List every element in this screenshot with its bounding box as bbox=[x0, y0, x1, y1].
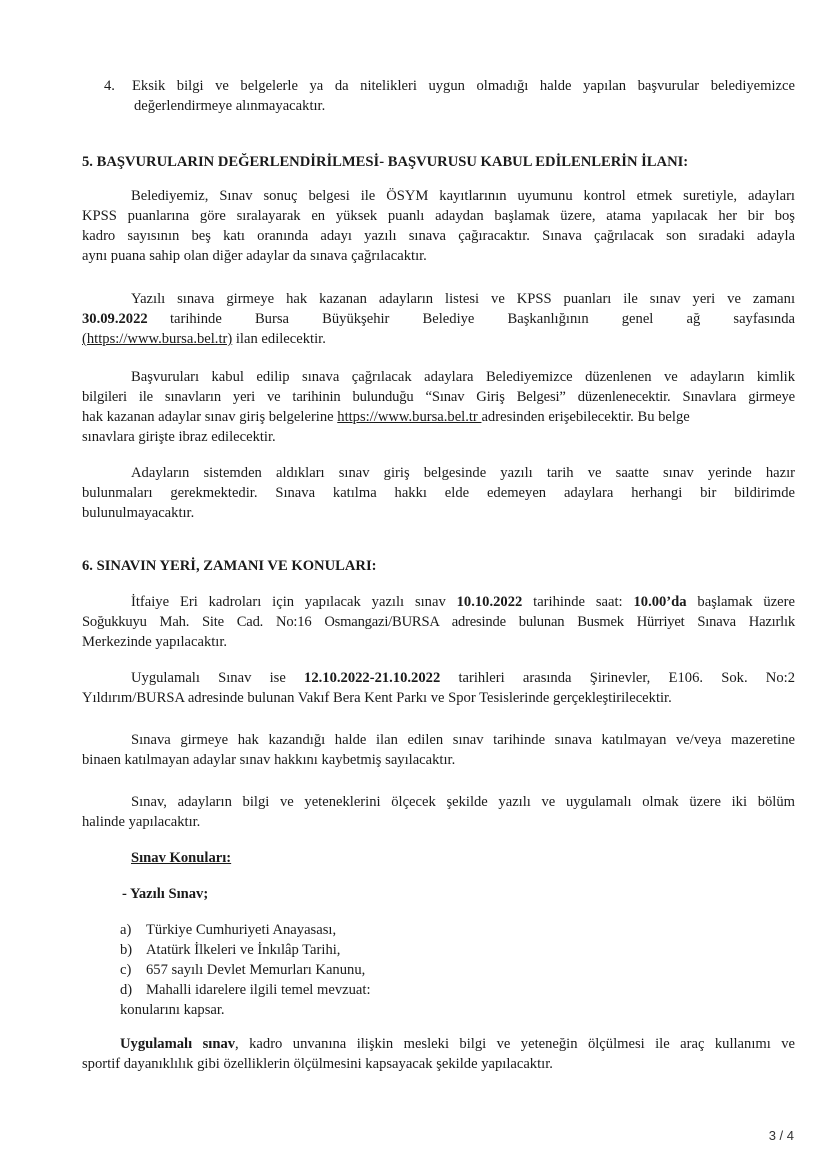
item-number: 4. bbox=[104, 78, 115, 94]
topics-footer: konularını kapsar. bbox=[120, 1002, 225, 1018]
section-5-paragraph-1: Belediyemiz, Sınav sonuç belgesi ile ÖSYM kayıtlarının uyumunu kontrol etmek suretiyle, adayları KPSS puanlarına göre sıralayarak en yüksek puanlı adaydan başlamak üzere, atama yapılacak her bir boş kadro sayısının beş katı oranında adayı yazılı sınava çağıracaktır. Sınava çağrılacak son sıradaki adayla aynı puana sahip olan diğer adaylar da sınava çağrılacaktır. bbox=[82, 188, 795, 264]
list-item: b) Atatürk İlkeleri ve İnkılâp Tarihi, bbox=[120, 942, 341, 958]
section-5-heading: 5. BAŞVURULARIN DEĞERLENDİRİLMESİ- BAŞVURUSU KABUL EDİLENLERİN İLANI: bbox=[82, 154, 689, 170]
page-number: 3 / 4 bbox=[768, 1128, 794, 1143]
list-item: c) 657 sayılı Devlet Memurları Kanunu, bbox=[120, 962, 366, 978]
exam-topics-title: Sınav Konuları: bbox=[131, 850, 232, 866]
practical-exam-dates: 12.10.2022-21.10.2022 bbox=[304, 670, 441, 686]
item-text-line2: değerlendirmeye alınmayacaktır. bbox=[134, 98, 326, 114]
written-exam-date: 10.10.2022 bbox=[456, 594, 523, 610]
website-link[interactable]: https://www.bursa.bel.tr bbox=[337, 409, 482, 425]
section-5-paragraph-4: Adayların sistemden aldıkları sınav giriş belgesinde yazılı tarih ve saatte sınav yerinde hazır bulunmaları gerekmektedir. Sınava katılma hakkı elde edemeyen adaylara herhangi bir bildirimde bulunulmayacaktır. bbox=[82, 465, 795, 521]
list-item: d) Mahalli idarelere ilgili temel mevzuat: bbox=[120, 982, 371, 998]
section-6-paragraph-3: Sınava girmeye hak kazandığı halde ilan edilen sınav tarihinde sınava katılmayan ve/veya mazeretine binaen katılmayan adaylar sınav hakkını kaybetmiş sayılacaktır. bbox=[82, 732, 795, 768]
website-link[interactable]: (https://www.bursa.bel.tr) bbox=[82, 331, 233, 347]
section-6-paragraph-2: Uygulamalı Sınav ise 12.10.2022-21.10.2022 tarihleri arasında Şirinevler, E106. Sok. No:2 Yıldırım/BURSA adresinde bulunan Vakıf Bera Kent Parkı ve Spor Tesislerinde gerçekleştirilecektir. bbox=[82, 670, 795, 706]
section-6-heading: 6. SINAVIN YERİ, ZAMANI VE KONULARI: bbox=[82, 558, 377, 574]
section-5-paragraph-3: Başvuruları kabul edilip sınava çağrılacak adaylara Belediyemizce düzenlenen ve adayların kimlik bilgileri ile sınavların yeri ve tarihinin bulunduğu “Sınav Giriş Belgesi” düzenlenecektir. Sınavlara girmeye hak kazanan adaylar sınav giriş belgelerine https://www.bursa.bel.tr adresinden erişebilecektir. Bu belge sınavlara girişte ibraz edilecektir. bbox=[82, 369, 795, 445]
announcement-date: 30.09.2022 bbox=[82, 311, 148, 327]
list-item-4 bbox=[82, 76, 795, 116]
item-text-line1: Eksik bilgi ve belgelerle ya da nitelikleri uygun olmadığı halde yapılan başvurular belediyemizce bbox=[132, 78, 795, 94]
section-6-paragraph-4: Sınav, adayların bilgi ve yeteneklerini ölçecek şekilde yazılı ve uygulamalı olmak üzere iki bölüm halinde yapılacaktır. bbox=[82, 794, 795, 830]
written-exam-time: 10.00’da bbox=[633, 594, 687, 610]
practical-exam-paragraph: Uygulamalı sınav, kadro unvanına ilişkin mesleki bilgi ve yeteneğin ölçülmesi ile araç kullanımı ve sportif dayanıklılık gibi özelliklerin ölçülmesini kapsayacak şekilde yapılacaktır. bbox=[82, 1036, 795, 1072]
section-5-paragraph-2: Yazılı sınava girmeye hak kazanan adayların listesi ve KPSS puanları ile sınav yeri ve zamanı 30.09.2022 tarihinde Bursa Büyükşehir Belediye Başkanlığının genel ağ sayfasında (https://www.bursa.bel.tr) ilan edilecektir. bbox=[82, 291, 795, 347]
section-6-paragraph-1: İtfaiye Eri kadroları için yapılacak yazılı sınav 10.10.2022 tarihinde saat: 10.00’da başlamak üzere Soğukkuyu Mah. Site Cad. No:16 Osmangazi/BURSA adresinde bulunan Busmek Hürriyet Sınava Hazırlık Merkezinde yapılacaktır. bbox=[82, 594, 795, 650]
list-item: a) Türkiye Cumhuriyeti Anayasası, bbox=[120, 922, 337, 938]
written-exam-title: - Yazılı Sınav; bbox=[122, 886, 209, 902]
